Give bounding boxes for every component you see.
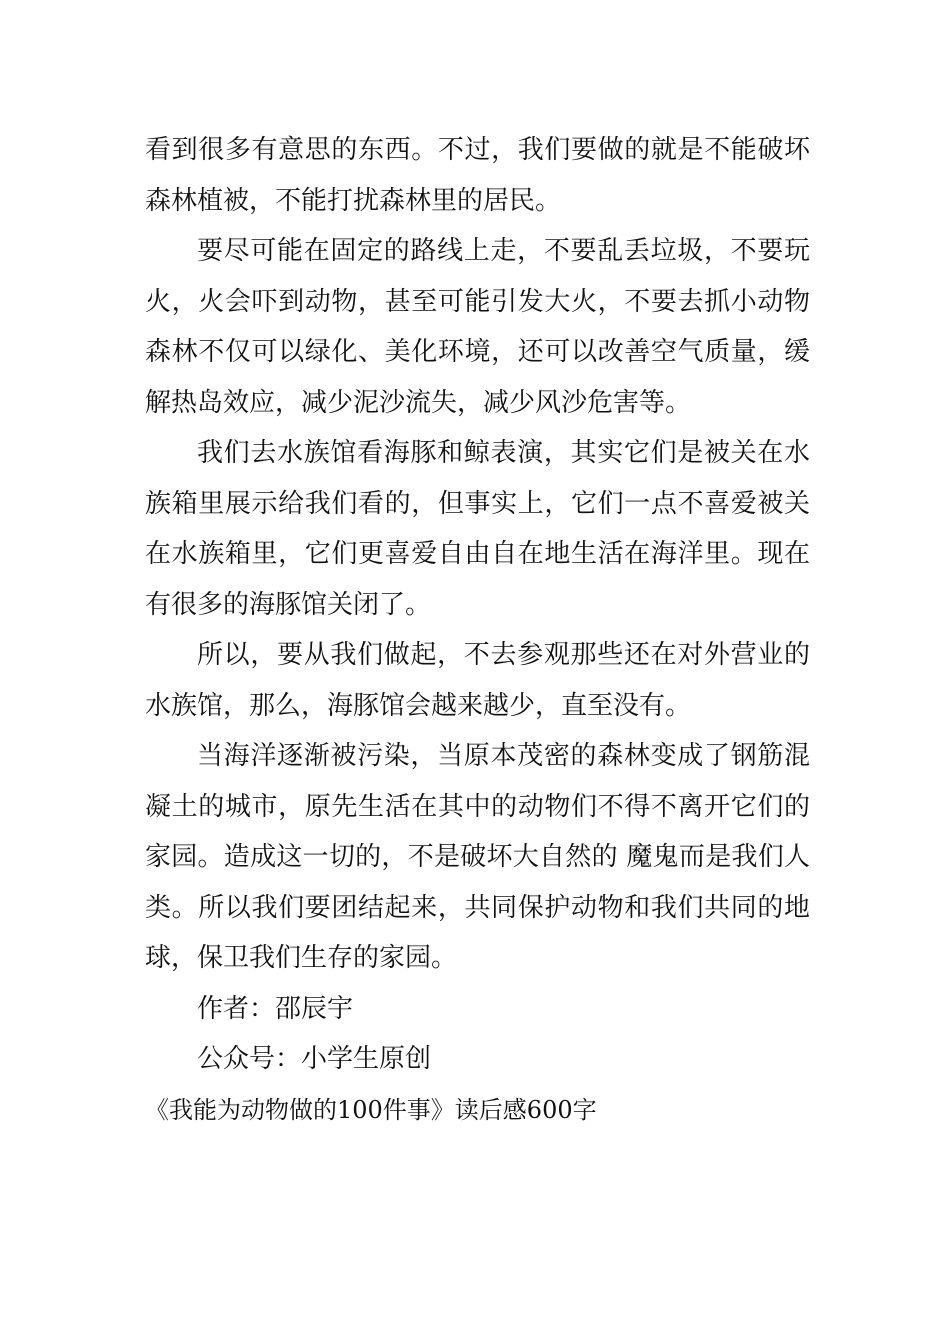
- article-body: [145, 125, 810, 1135]
- account-line: 公众号：小学生原创: [197, 1044, 432, 1074]
- paragraph-continued: 看到很多有意思的东西。不过，我们要做的就是不能破坏森林植被，不能打扰森林里的居民。: [145, 135, 810, 216]
- paragraph: 要尽可能在固定的路线上走，不要乱丢垃圾，不要玩火，火会吓到动物，甚至可能引发大火，不要去抓小动物森林不仅可以绿化、美化环境，还可以改善空气质量，缓解热岛效应，减少泥沙流失，减少风沙危害等。: [145, 236, 810, 418]
- author-line: 作者：邵辰宇: [197, 993, 354, 1024]
- next-article-title: 《我能为动物做的100件事》读后感600字: [145, 1095, 597, 1124]
- paragraph: 当海洋逐渐被污染，当原本茂密的森林变成了钢筋混凝土的城市，原先生活在其中的动物们不得不离开它们的家园。造成这一切的，不是破坏大自然的 魔鬼而是我们人类。所以我们要团结起来，共同保护动物和我们共同的地球，保卫我们生存的家园。: [145, 741, 810, 973]
- paragraph: 我们去水族馆看海豚和鲸表演，其实它们是被关在水族箱里展示给我们看的，但事实上，它们一点不喜爱被关在水族箱里，它们更喜爱自由自在地生活在海洋里。现在有很多的海豚馆关闭了。: [145, 438, 810, 620]
- paragraph: 所以，要从我们做起，不去参观那些还在对外营业的水族馆，那么，海豚馆会越来越少，直至没有。: [145, 640, 810, 721]
